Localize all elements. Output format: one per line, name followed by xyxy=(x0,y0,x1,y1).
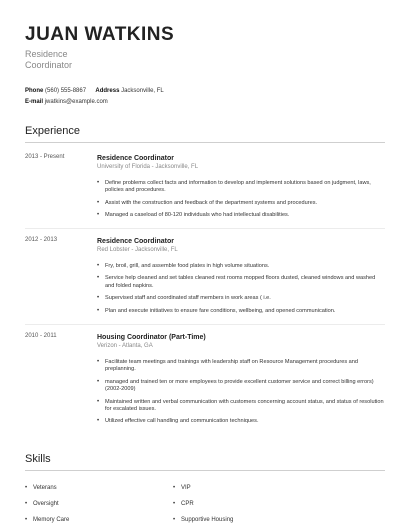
list-item: • Define problems collect facts and information to develop and implement solutions based on judgment, laws, policies and procedures. xyxy=(97,180,371,194)
skill-item: • VIP xyxy=(173,485,191,491)
experience-heading: Experience xyxy=(25,125,81,137)
bullet-icon: • xyxy=(173,517,176,523)
bullet-icon: • xyxy=(97,359,100,365)
list-item: • Utilized effective call handling and communication techniques. xyxy=(97,418,259,425)
job-company: Red Lobster - Jacksonville, FL xyxy=(97,247,178,253)
job-bullets xyxy=(97,359,385,426)
job-role: Residence Coordinator xyxy=(97,238,175,245)
job-body xyxy=(97,333,385,431)
bullet-icon: • xyxy=(97,307,100,314)
skill-item: • Supportive Housing xyxy=(173,517,234,523)
list-item: • Fry, broil, grill, and assemble food plates in high volume situations. xyxy=(97,263,270,269)
skills-rule xyxy=(25,470,385,471)
job-date: 2010 - 2011 xyxy=(25,333,57,339)
address-label: Address xyxy=(95,88,120,94)
bullet-icon: • xyxy=(25,517,28,523)
skill-item: • Oversight xyxy=(25,501,59,507)
job-role: Housing Coordinator (Part-Time) xyxy=(97,334,206,341)
bullet-icon: • xyxy=(97,398,100,405)
contact-row-2 xyxy=(25,97,164,108)
skills-heading: Skills xyxy=(25,453,51,465)
bullet-icon: • xyxy=(97,199,100,206)
skill-item: • Memory Care xyxy=(25,517,70,523)
email-label: E-mail xyxy=(25,99,44,105)
email-value: jwatkins@example.com xyxy=(44,99,108,105)
bullet-icon: • xyxy=(97,275,100,282)
phone-label: Phone xyxy=(25,88,44,94)
job-divider xyxy=(25,228,385,229)
bullet-icon: • xyxy=(97,378,100,385)
address-value: Jacksonville, FL xyxy=(121,88,164,94)
job-company: Verizon - Atlanta, GA xyxy=(97,343,153,349)
job-title-line-1: Residence xyxy=(25,49,68,59)
bullet-icon: • xyxy=(173,501,176,507)
job-company: University of Florida - Jacksonville, FL xyxy=(97,164,199,170)
list-item: • Assist with the construction and feedback of the department systems and procedures. xyxy=(97,199,318,206)
job-title-line-2: Coordinator xyxy=(25,60,73,70)
list-item: • Plan and execute initiatives to ensure fare conditions, wellbeing, and opened communication. xyxy=(97,307,336,314)
job-body xyxy=(97,154,385,225)
job-date: 2012 - 2013 xyxy=(25,237,58,243)
job-body xyxy=(97,237,385,320)
list-item: • Facilitate team meetings and trainings with leadership staff on Resource Management procedures and preplanning. xyxy=(97,359,358,373)
job-role: Residence Coordinator xyxy=(97,155,175,162)
bullet-icon: • xyxy=(97,295,100,302)
skill-item: • CPR xyxy=(173,501,194,507)
job-date: 2013 - Present xyxy=(25,154,65,160)
bullet-icon: • xyxy=(173,485,176,491)
job-bullets xyxy=(97,180,385,220)
list-item: • Managed a caseload of 80-120 individuals who had intellectual disabilities. xyxy=(97,212,290,219)
contact-row-1 xyxy=(25,86,164,97)
job-bullets xyxy=(97,263,385,315)
list-item: • managed and trained ten or more employees to provide excellent customer service and correct billing errors)(2002-2009) xyxy=(97,378,374,393)
bullet-icon: • xyxy=(97,418,100,425)
bullet-icon: • xyxy=(25,485,28,491)
candidate-name: JUAN WATKINS xyxy=(25,24,175,45)
job-title xyxy=(25,49,174,71)
phone-value: (560) 555-8867 xyxy=(45,88,87,94)
list-item: • Service help cleaned and set tables cleaned rest rooms mopped floors dusted, cleaned windows and washed and folded napkins. xyxy=(97,275,376,289)
bullet-icon: • xyxy=(97,263,100,269)
skill-item: • Veterans xyxy=(25,485,57,491)
bullet-icon: • xyxy=(97,212,100,219)
job-divider xyxy=(25,324,385,325)
list-item: • Supervised staff and coordinated staff members in work areas ( i.e. xyxy=(97,295,271,302)
list-item: • Maintained written and verbal communication with customers concerning account status, and status of resolution for escalated issues. xyxy=(97,398,384,413)
experience-rule xyxy=(25,142,385,143)
resume-header xyxy=(25,24,174,71)
bullet-icon: • xyxy=(97,180,100,186)
bullet-icon: • xyxy=(25,501,28,507)
contact-info xyxy=(25,86,164,108)
